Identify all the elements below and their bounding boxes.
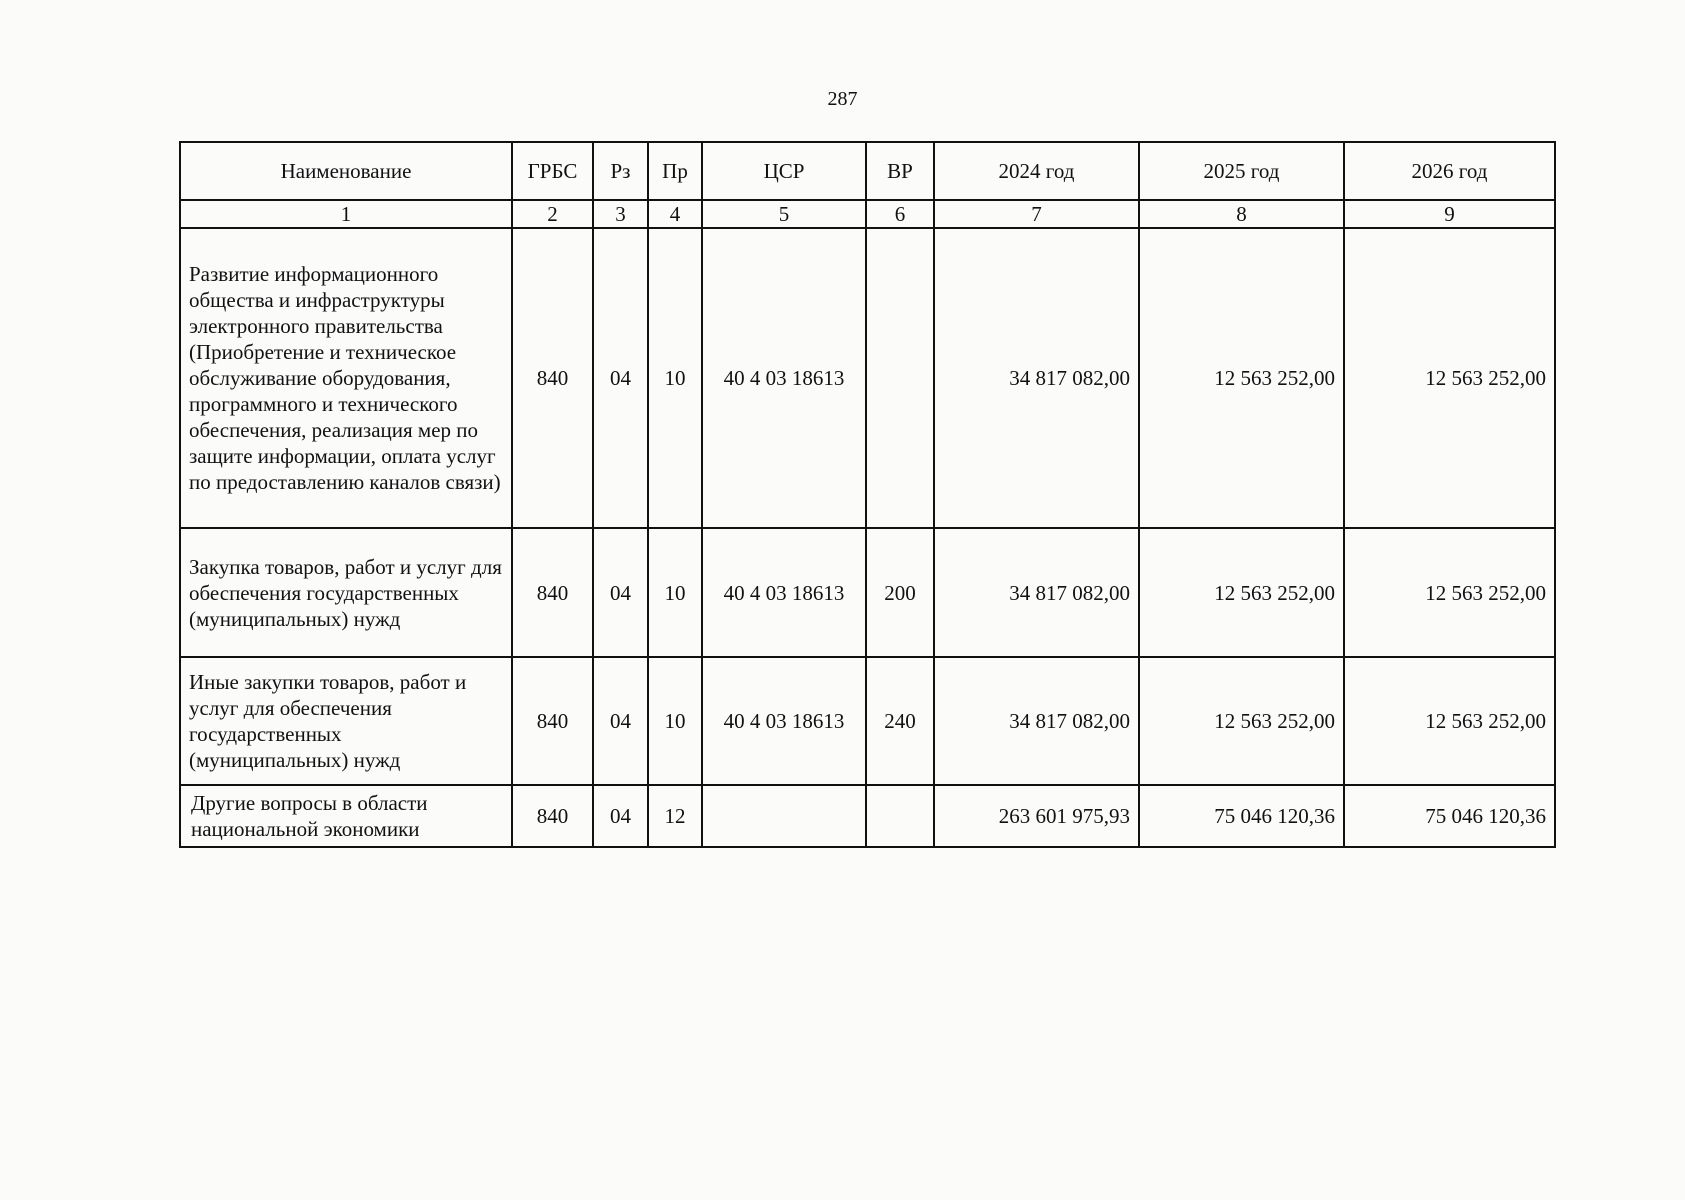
- header-2026: 2026 год: [1344, 142, 1555, 200]
- row-amount-2026: 12 563 252,00: [1344, 528, 1555, 657]
- column-number: 3: [593, 200, 648, 228]
- row-rz: 04: [593, 528, 648, 657]
- header-pr: Пр: [648, 142, 702, 200]
- header-grbs: ГРБС: [512, 142, 593, 200]
- header-2024: 2024 год: [934, 142, 1139, 200]
- table-row: [180, 785, 1555, 847]
- header-csr: ЦСР: [702, 142, 866, 200]
- row-pr: 10: [648, 528, 702, 657]
- row-name: Иные закупки товаров, работ и услуг для обеспечения государственных (муниципальных) нужд: [180, 657, 512, 785]
- row-vr: [866, 228, 934, 528]
- column-number: 7: [934, 200, 1139, 228]
- column-number: 8: [1139, 200, 1344, 228]
- row-pr: 10: [648, 228, 702, 528]
- column-number: 5: [702, 200, 866, 228]
- row-grbs: 840: [512, 785, 593, 847]
- column-number: 4: [648, 200, 702, 228]
- row-pr: 10: [648, 657, 702, 785]
- row-name: Другие вопросы в области национальной экономики: [180, 785, 512, 847]
- column-number: 2: [512, 200, 593, 228]
- column-number: 1: [180, 200, 512, 228]
- row-name: Развитие информационного общества и инфраструктуры электронного правительства (Приобретение и техническое обслуживание оборудования, программного и технического обеспечения, реализация мер по защите информации, оплата услуг по предоставлению каналов связи): [180, 228, 512, 528]
- column-number: 6: [866, 200, 934, 228]
- header-row: [180, 142, 1555, 200]
- table-row: [180, 657, 1555, 785]
- header-name: Наименование: [180, 142, 512, 200]
- row-grbs: 840: [512, 657, 593, 785]
- row-rz: 04: [593, 228, 648, 528]
- row-amount-2026: 75 046 120,36: [1344, 785, 1555, 847]
- row-vr: [866, 785, 934, 847]
- row-csr: 40 4 03 18613: [702, 528, 866, 657]
- row-amount-2026: 12 563 252,00: [1344, 228, 1555, 528]
- row-amount-2024: 34 817 082,00: [934, 228, 1139, 528]
- page-number: 287: [827, 88, 858, 110]
- header-vr: ВР: [866, 142, 934, 200]
- row-amount-2024: 34 817 082,00: [934, 657, 1139, 785]
- row-grbs: 840: [512, 528, 593, 657]
- row-csr: 40 4 03 18613: [702, 228, 866, 528]
- header-rz: Рз: [593, 142, 648, 200]
- row-amount-2024: 263 601 975,93: [934, 785, 1139, 847]
- table-row: [180, 528, 1555, 657]
- row-pr: 12: [648, 785, 702, 847]
- row-csr: 40 4 03 18613: [702, 657, 866, 785]
- row-csr: [702, 785, 866, 847]
- row-rz: 04: [593, 657, 648, 785]
- row-rz: 04: [593, 785, 648, 847]
- row-amount-2025: 12 563 252,00: [1139, 657, 1344, 785]
- row-vr: 240: [866, 657, 934, 785]
- column-number-row: [180, 200, 1555, 228]
- budget-table: [179, 141, 1556, 848]
- row-name: Закупка товаров, работ и услуг для обеспечения государственных (муниципальных) нужд: [180, 528, 512, 657]
- table-row: [180, 228, 1555, 528]
- row-amount-2025: 75 046 120,36: [1139, 785, 1344, 847]
- header-2025: 2025 год: [1139, 142, 1344, 200]
- row-amount-2025: 12 563 252,00: [1139, 228, 1344, 528]
- column-number: 9: [1344, 200, 1555, 228]
- row-amount-2026: 12 563 252,00: [1344, 657, 1555, 785]
- row-vr: 200: [866, 528, 934, 657]
- row-grbs: 840: [512, 228, 593, 528]
- row-amount-2024: 34 817 082,00: [934, 528, 1139, 657]
- row-amount-2025: 12 563 252,00: [1139, 528, 1344, 657]
